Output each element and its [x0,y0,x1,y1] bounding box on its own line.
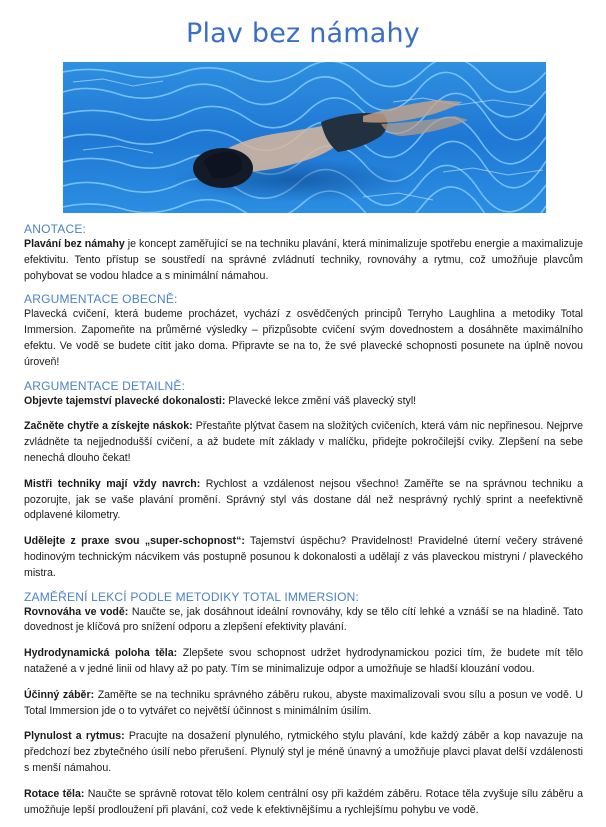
detailne-item-lead: Udělejte z praxe svou „super-schopnost“: [24,535,245,548]
zamereni-item [24,787,583,819]
zamereni-item-lead: Účinný záběr: [24,688,95,701]
zamereni-item-lead: Rotace těla: [24,787,85,800]
zamereni-item-text: Pracujte na dosažení plynulého, rytmického stylu plavání, kde každý záběr a kop navazuje na předchozí bez zbytečného úsilí nebo přerušení. Plynulý styl je méně únavný a umožňuje plavci plavat delší vzdálenosti s menší námahou. [24,730,583,774]
detailne-item-lead: Začněte chytře a získejte náskok: [24,420,193,433]
page-title: Plav bez námahy [186,18,420,49]
heading-zamereni-lekci: ZAMĚŘENÍ LEKCÍ PODLE METODIKY TOTAL IMMERSION: [24,589,360,604]
detailne-item [24,534,583,581]
zamereni-item [24,688,583,720]
detailne-item [24,419,583,466]
zamereni-item [24,646,583,678]
detailne-item-text: Plavecké lekce změní váš plavecký styl! [225,394,417,407]
document-body [24,221,583,818]
detailne-item-lead: Objevte tajemství plavecké dokonalosti: [24,394,226,407]
anotace-lead: Plavání bez námahy [24,238,125,250]
detailne-item [24,394,583,410]
detailne-item [24,477,583,524]
anotace-text: je koncept zaměřující se na techniku plavání, která minimalizuje spotřebu energie a maximalizuje efektivitu. Tento přístup se soustředí na správné zvládnutí techniky, rovnováhy a rytmu, což umožňuje plavcům pohybovat se vodou hladce a s minimální námahou. [24,238,583,282]
detailne-item-text: Přestaňte plýtvat časem na složitých cvičeních, která vám nic nepřinesou. Nejprve zvládněte ta nejjednodušší cvičení, a až budete mít základy v malíčku, přidejte pokročilejší cviky. Zlepšení na sebe nenechá dlouho čekat! [24,420,583,464]
zamereni-item-lead: Hydrodynamická poloha těla: [24,647,178,660]
detailne-item-lead: Mistři techniky mají vždy navrch: [24,477,201,490]
detailne-item-text: Rychlost a vzdálenost nejsou všechno! Zaměřte se na správnou techniku a pozorujte, jak se vaše plavání promění. Správný styl vás dostane dál než nesprávný rychlý sprint a neefektivně odplavené kilometry. [24,477,584,522]
heading-argumentace-obecne: ARGUMENTACE OBECNĚ: [24,292,178,307]
obecne-paragraph: Plavecká cvičení, která budeme procházet, vychází z osvědčených principů Terryho Laughlina a metodiky Total Immersion. Zapomeňte na průměrné výsledky – přizpůsobte cvičení svým dovednostem a dosáhněte maximálního efektu. Ve vodě se budete cítit jako doma. Připravte se na to, že své plavecké schopnosti posunete na úplně novou úroveň! [24,308,583,368]
zamereni-item-lead: Plynulost a rytmus: [24,730,125,743]
swimmer-photo [63,62,546,213]
zamereni-item-text: Zaměřte se na techniku správného záběru rukou, abyste maximalizovali svou sílu a posun ve vodě. U Total Immersion jde o to vytvářet co největší účinnost s minimálním úsilím. [24,688,584,717]
heading-argumentace-detailne: ARGUMENTACE DETAILNĚ: [24,378,186,393]
detailne-item-text: Tajemství úspěchu? Pravidelnost! Pravidelné úterní večery strávené hodinovým technickým nácvikem vás postupně posunou k dokonalosti a udělají z vás plaveckou mistryni / plaveckého mistra. [24,535,583,579]
zamereni-item-text: Zlepšete svou schopnost udržet hydrodynamickou pozici tím, že budete mít tělo natažené a v jedné linii od hlavy až po paty. Tím se minimalizuje odpor a umožňuje se hladší klouzání vodou. [24,647,583,675]
zamereni-item-text: Naučte se správně rotovat tělo kolem centrální osy při každém záběru. Rotace těla zvyšuje sílu záběru a umožňuje lepší prodloužení při plavání, což vede k efektivnějšímu a rychlejšímu pohybu ve vodě. [24,787,583,816]
zamereni-item [24,605,583,637]
anotace-paragraph [24,237,583,284]
heading-anotace: ANOTACE: [24,222,87,236]
zamereni-item [24,729,583,776]
zamereni-item-text: Naučte se, jak dosáhnout ideální rovnováhy, kdy se tělo cítí lehké a vznáší se na hladině. Tato dovednost je klíčová pro snížení odporu a zlepšení efektivity plavání. [24,605,583,634]
zamereni-item-lead: Rovnováha ve vodě: [24,605,129,618]
